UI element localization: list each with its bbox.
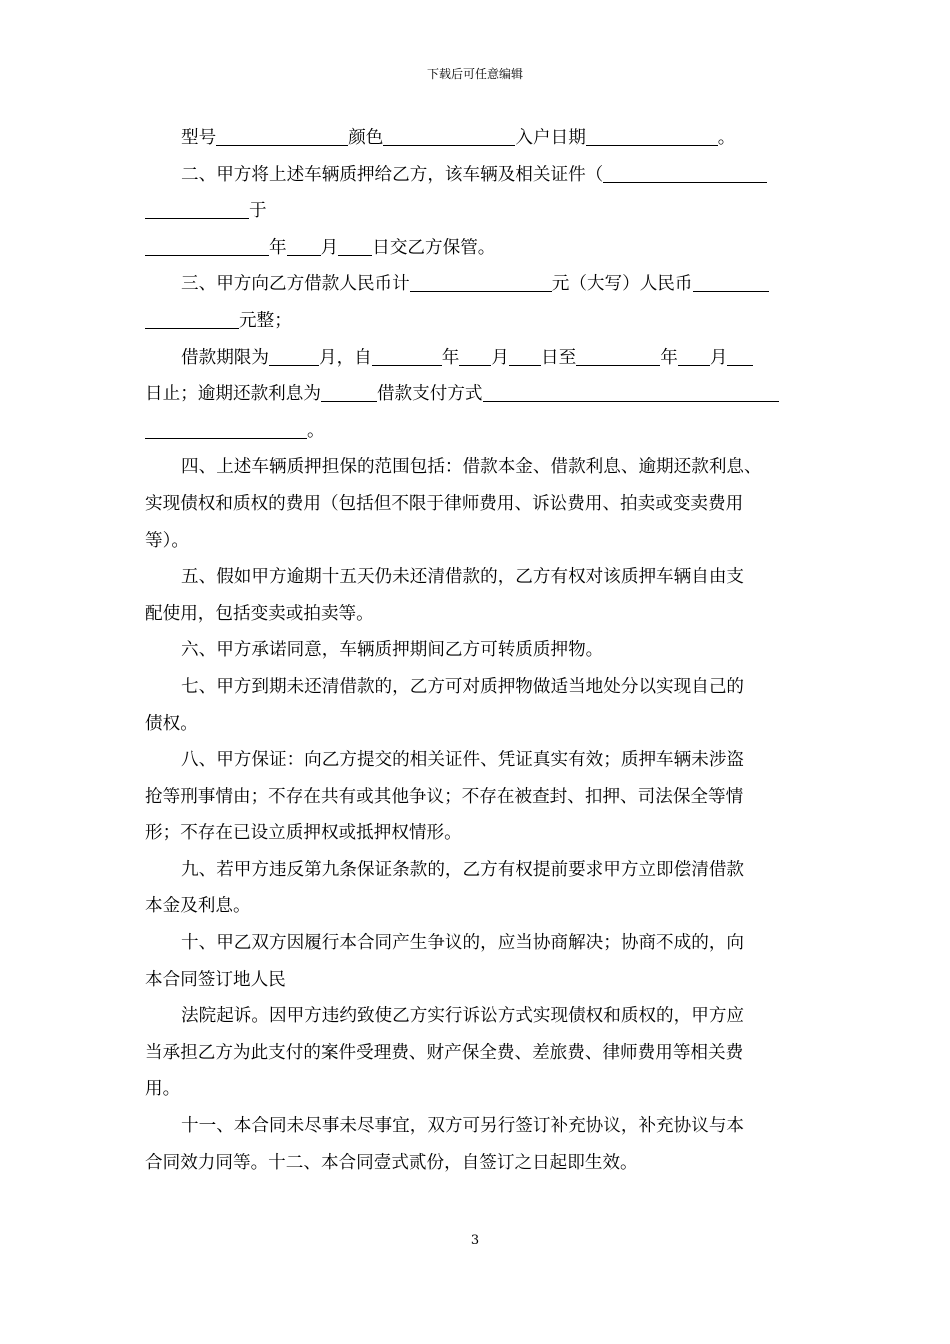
clause-11-line-1: 十一、本合同未尽事未尽事宜，双方可另行签订补充协议，补充协议与本 [181,1116,745,1137]
overdue-interest-blank [321,384,377,403]
model-label: 型号 [181,128,217,148]
interest-payment-line: 日止；逾期还款利息为 借款支付方式 [145,376,809,413]
clause-8-line-3: 形；不存在已设立质押权或抵押权情形。 [145,823,462,844]
payment-method-continued-line: 。 [145,413,809,450]
term-months-blank [269,347,319,366]
clause-9-line-1: 九、若甲方违反第九条保证条款的，乙方有权提前要求甲方立即偿清借款 [181,859,745,880]
color-blank [383,127,515,146]
clause-2-line-1: 二、甲方将上述车辆质押给乙方，该车辆及相关证件（ [145,157,809,194]
clause-4-line-2: 实现债权和质权的费用（包括但不限于律师费用、诉讼费用、拍卖或变卖费用 [145,493,744,514]
clause-11-line-2: 合同效力同等。十二、本合同壹式贰份，自签订之日起即生效。 [145,1152,638,1173]
clause-8-line-1: 八、甲方保证：向乙方提交的相关证件、凭证真实有效；质押车辆未涉盗 [181,750,745,771]
clause-2-line-2: 于 [145,193,809,230]
end-month-blank [678,347,710,366]
clause-3-line-1: 三、甲方向乙方借款人民币计 元（大写）人民币 [145,266,809,303]
vehicle-info-line: 型号 颜色 入户日期 。 [181,128,736,148]
start-year-blank [372,347,442,366]
contract-body [145,120,809,1181]
clause-10-line-1: 十、甲乙双方因履行本合同产生争议的，应当协商解决；协商不成的，向 [181,933,745,954]
registration-date-blank [586,127,718,146]
clause-4-line-3: 等）。 [145,530,189,551]
clause-3-line-2: 元整； [145,303,809,340]
model-blank [216,127,348,146]
clause-2-line-3: 年 月 日交乙方保管。 [145,230,809,267]
start-month-blank [459,347,491,366]
loan-term-line: 借款期限为 月，自 年 月 日至 年 月 [145,340,809,377]
page-header: 下载后可任意编辑 [426,67,523,81]
clause-6-line-1: 六、甲方承诺同意，车辆质押期间乙方可转质质押物。 [181,640,604,661]
loan-amount-blank [410,274,552,293]
clause-4-line-1: 四、上述车辆质押担保的范围包括：借款本金、借款利息、逾期还款利息、 [181,457,762,478]
documents-blank-continued [145,201,249,220]
documents-blank [603,164,767,183]
clause-10-line-5: 用。 [145,1079,181,1100]
clause-10-line-3: 法院起诉。因甲方违约致使乙方实行诉讼方式实现债权和质权的，甲方应 [181,1006,745,1027]
clause-10-line-4: 当承担乙方为此支付的案件受理费、财产保全费、差旅费、律师费用等相关费 [145,1042,744,1063]
clause-7-line-2: 债权。 [145,713,198,734]
loan-amount-words-blank-continued [145,310,239,329]
delivery-month-blank [287,237,321,256]
registration-date-label: 入户日期 [515,128,586,148]
clause-9-line-2: 本金及利息。 [145,896,251,917]
loan-amount-words-blank [693,274,769,293]
page-number: 3 [470,1233,480,1248]
clause-8-line-2: 抢等刑事情由；不存在共有或其他争议；不存在被查封、扣押、司法保全等情 [145,786,744,807]
clause-7-line-1: 七、甲方到期未还清借款的，乙方可对质押物做适当地处分以实现自己的 [181,676,745,697]
clause-10-line-2: 本合同签订地人民 [145,969,286,990]
delivery-year-blank [145,237,269,256]
start-day-blank [509,347,541,366]
payment-method-blank [483,384,779,403]
clause-5-line-1: 五、假如甲方逾期十五天仍未还清借款的，乙方有权对该质押车辆自由支 [181,567,745,588]
end-year-blank [576,347,660,366]
end-day-blank [727,347,753,366]
payment-method-blank-continued [145,420,307,439]
color-label: 颜色 [348,128,384,148]
delivery-day-blank [338,237,372,256]
clause-5-line-2: 配使用，包括变卖或拍卖等。 [145,603,374,624]
